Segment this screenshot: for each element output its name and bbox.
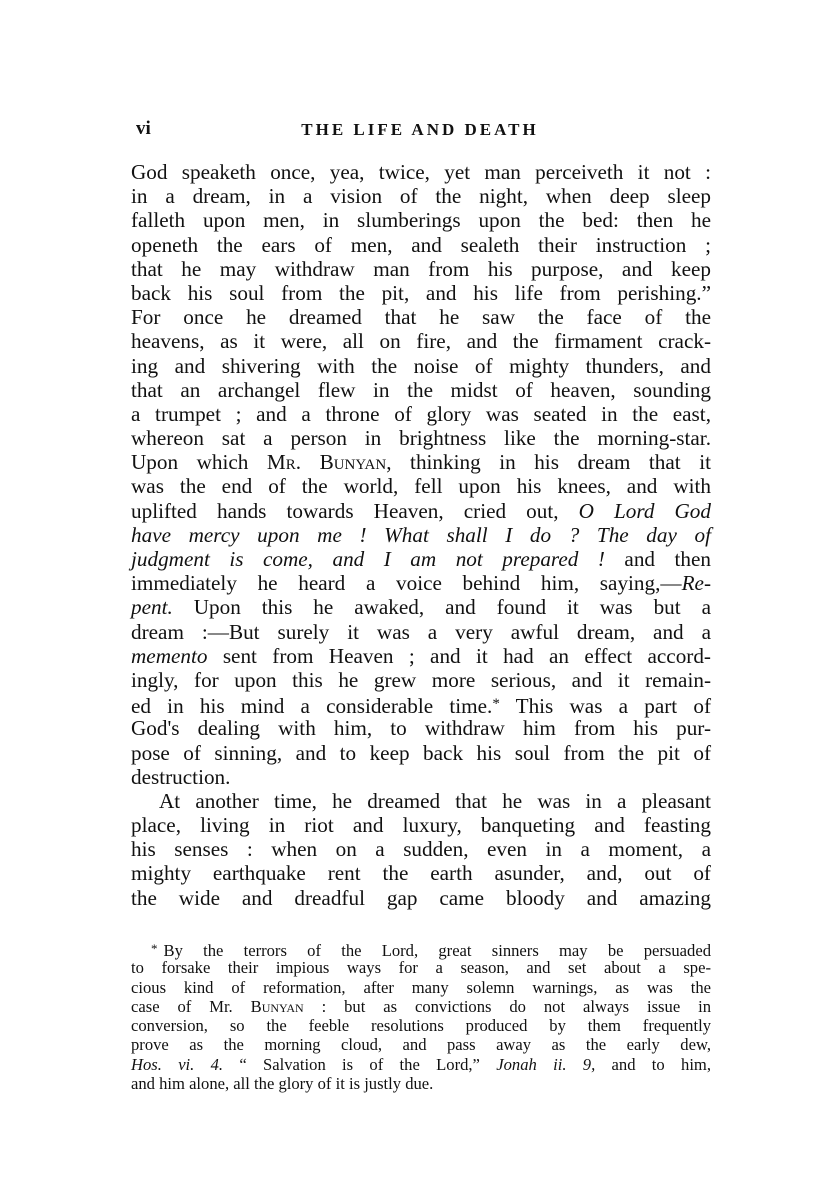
footnote-line [131, 1055, 711, 1074]
main-text [131, 160, 711, 910]
running-title: THE LIFE AND DEATH [301, 120, 539, 139]
italic-text: Re- [681, 571, 711, 596]
footnote [131, 939, 711, 1093]
footnote-line [131, 939, 711, 958]
text-line: back his soul from the pit, and his life from perishing.” [131, 280, 711, 305]
running-head [130, 118, 710, 148]
text-line: was the end of the world, fell upon his knees, and with [131, 474, 711, 499]
italic-text: have mercy upon me ! What shall I do ? The day of [131, 522, 711, 547]
text-line: his senses : when on a sudden, even in a moment, a [131, 837, 711, 862]
text-run: “ Salvation is of the Lord,” [223, 1054, 497, 1074]
text-line: openeth the ears of men, and sealeth their instruction ; [131, 232, 711, 257]
text-line: the wide and dreadful gap came bloody and amazing [131, 885, 711, 910]
text-line: a trumpet ; and a throne of glory was seated in the east, [131, 401, 711, 426]
footnote-line: cious kind of reformation, after many solemn warnings, as was the [131, 977, 711, 997]
text-line [131, 499, 711, 523]
text-line: that an archangel flew in the midst of heaven, sounding [131, 377, 711, 402]
text-line: At another time, he dreamed that he was in a pleasant [159, 788, 711, 813]
footnote-marker[interactable]: * [492, 696, 500, 713]
text-run: This was a part of [499, 694, 712, 719]
text-line: heavens, as it were, all on fire, and the firmament crack- [131, 329, 711, 354]
text-line: destruction. [131, 764, 231, 789]
text-run: : but as convictions do not always issue in [303, 996, 711, 1016]
text-run: and to him, [595, 1054, 711, 1074]
footnote-line: to forsake their impious ways for a season, and set about a spe- [131, 958, 711, 978]
text-run: By the terrors of the Lord, great sinners may be persuaded [163, 941, 711, 960]
italic-text: memento [131, 643, 208, 668]
text-run: Upon which [131, 450, 267, 475]
footnote-line [131, 997, 711, 1016]
italic-text: O Lord God [578, 498, 711, 523]
text-run: and then [604, 547, 711, 571]
text-run: ed in his mind a considerable time. [131, 694, 493, 719]
text-line [131, 692, 712, 719]
text-line: God's dealing with him, to withdraw him from his pur- [131, 716, 711, 741]
text-line: dream :—But surely it was a very awful dream, and a [131, 619, 711, 644]
text-line [131, 571, 711, 595]
text-line: For once he dreamed that he saw the face of the [131, 305, 711, 330]
text-run: immediately he heard a voice behind him, saying,— [131, 571, 682, 596]
author-name: Mr. Bunyan [266, 450, 387, 475]
italic-text: pent. [131, 595, 173, 620]
text-run: case of Mr. [131, 996, 251, 1016]
text-line: God speaketh once, yea, twice, yet man perceiveth it not : [131, 160, 711, 184]
text-line: place, living in riot and luxury, banqueting and feasting [131, 813, 711, 838]
text-line: whereon sat a person in brightness like the morning-star. [131, 426, 711, 451]
scripture-reference: Jonah ii. 9, [496, 1054, 596, 1074]
text-line [131, 450, 711, 474]
text-line [131, 595, 711, 619]
text-line: that he may withdraw man from his purpose, and keep [131, 256, 711, 281]
footnote-line: and him alone, all the glory of it is justly due. [131, 1074, 434, 1094]
text-line: falleth upon men, in slumberings upon the bed: then he [131, 208, 711, 233]
scripture-reference: Hos. vi. 4. [131, 1054, 224, 1074]
author-name: Bunyan [250, 996, 304, 1016]
text-line [131, 644, 711, 668]
text-run: uplifted hands towards Heaven, cried out, [131, 498, 579, 523]
text-line: pose of sinning, and to keep back his soul from the pit of [131, 740, 711, 765]
footnote-line: prove as the morning cloud, and pass away as the early dew, [131, 1035, 711, 1055]
footnote-line: conversion, so the feeble resolutions produced by them frequently [131, 1016, 711, 1036]
text-line: mighty earthquake rent the earth asunder, and, out of [131, 861, 711, 886]
italic-text: judgment is come, and I am not prepared ! [131, 547, 605, 571]
text-line [131, 523, 711, 547]
page-number: vi [136, 118, 151, 139]
text-line [131, 547, 711, 571]
text-line: ingly, for upon this he grew more serious, and it remain- [131, 667, 711, 692]
text-run: , thinking in his dream that it [386, 450, 711, 475]
text-line: ing and shivering with the noise of mighty thunders, and [131, 353, 711, 378]
footnote-star: * [151, 941, 158, 956]
text-run: sent from Heaven ; and it had an effect accord- [207, 643, 711, 668]
text-run: Upon this he awaked, and found it was but a [172, 595, 711, 620]
text-line: in a dream, in a vision of the night, when deep sleep [131, 184, 711, 209]
